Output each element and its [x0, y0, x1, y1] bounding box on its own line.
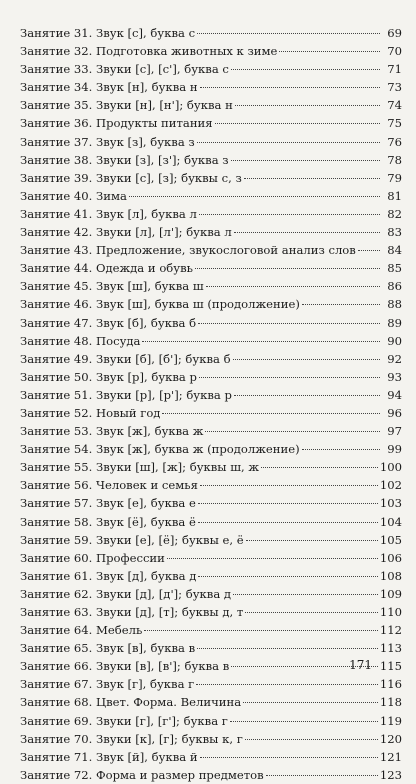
toc-entry: [20, 657, 402, 675]
lesson-number: Занятие 58.: [20, 514, 93, 529]
lesson-title: Звуки [к], [г]; буквы к, г: [96, 731, 243, 746]
lesson-title: Звук [л], буква л: [96, 206, 197, 221]
entry-page-number: 106: [379, 550, 402, 565]
lesson-title: Звук [й], буква й: [96, 749, 198, 764]
toc-entry: [20, 205, 402, 223]
lesson-number: Занятие 42.: [20, 225, 93, 240]
toc-entry: [20, 114, 402, 132]
entry-page-number: 71: [387, 62, 402, 77]
toc-entry: [20, 531, 402, 549]
entry-page-number: 69: [387, 26, 402, 40]
lesson-number: Занятие 35.: [20, 98, 93, 113]
dot-leader: [162, 413, 380, 414]
dot-leader: [233, 594, 378, 595]
lesson-number: Занятие 53.: [20, 424, 93, 439]
entry-page-number: 121: [379, 749, 402, 764]
entry-page-number: 74: [387, 98, 402, 113]
lesson-number: Занятие 63.: [20, 605, 93, 619]
lesson-number: Занятие 72.: [20, 767, 93, 782]
lesson-number: Занятие 69.: [20, 713, 93, 728]
lesson-title: Звук [в], буква в: [96, 641, 196, 656]
toc-entry: [20, 603, 402, 621]
lesson-number: Занятие 37.: [20, 134, 93, 149]
dot-leader: [302, 449, 380, 450]
lesson-title: Звуки [г], [г']; буква г: [96, 713, 228, 728]
dot-leader: [266, 775, 378, 776]
toc-entry: [20, 458, 402, 476]
lesson-title: Звук [р], буква р: [96, 369, 197, 384]
dot-leader: [245, 612, 378, 613]
lesson-number: Занятие 70.: [20, 731, 93, 746]
toc-entry: [20, 693, 402, 711]
dot-leader: [199, 214, 380, 215]
lesson-number: Занятие 51.: [20, 387, 93, 402]
entry-page-number: 93: [387, 369, 402, 384]
lesson-number: Занятие 68.: [20, 695, 93, 710]
dot-leader: [243, 702, 378, 703]
lesson-title: Звук [ж], буква ж (продолжение): [96, 442, 300, 457]
page-number: 171: [349, 658, 372, 672]
lesson-title: Звук [ш], буква ш (продолжение): [96, 297, 300, 312]
dot-leader: [245, 739, 378, 740]
entry-page-number: 123: [379, 767, 402, 782]
lesson-number: Занятие 60.: [20, 550, 93, 565]
toc-entry: [20, 513, 402, 531]
dot-leader: [129, 196, 380, 197]
dot-leader: [198, 522, 378, 523]
lesson-title: Звук [н], буква н: [96, 80, 198, 95]
dot-leader: [200, 485, 378, 486]
lesson-number: Занятие 48.: [20, 333, 93, 348]
toc-entry: [20, 585, 402, 603]
entry-page-number: 85: [387, 261, 402, 276]
table-of-contents: [20, 24, 402, 784]
toc-entry: [20, 621, 402, 639]
lesson-number: Занятие 41.: [20, 206, 93, 221]
toc-entry: [20, 350, 402, 368]
entry-page-number: 104: [379, 514, 402, 529]
toc-entry: [20, 259, 402, 277]
toc-entry: [20, 277, 402, 295]
lesson-title: Продукты питания: [96, 116, 213, 131]
lesson-title: Звук [б], буква б: [96, 315, 197, 330]
lesson-number: Занятие 46.: [20, 297, 93, 312]
lesson-number: Занятие 56.: [20, 478, 93, 493]
dot-leader: [197, 648, 378, 649]
entry-page-number: 76: [387, 134, 402, 149]
dot-leader: [279, 51, 380, 52]
toc-entry: [20, 730, 402, 748]
toc-entry: [20, 151, 402, 169]
dot-leader: [233, 359, 380, 360]
entry-page-number: 89: [387, 315, 402, 330]
dot-leader: [234, 232, 380, 233]
toc-entry: [20, 748, 402, 766]
entry-page-number: 102: [379, 478, 402, 493]
entry-page-number: 99: [387, 442, 402, 457]
toc-entry: [20, 295, 402, 313]
toc-entry: [20, 223, 402, 241]
entry-page-number: 113: [379, 641, 402, 656]
toc-entry: [20, 549, 402, 567]
entry-page-number: 116: [379, 677, 402, 692]
entry-page-number: 90: [387, 333, 402, 348]
lesson-number: Занятие 50.: [20, 369, 93, 384]
entry-page-number: 97: [387, 424, 402, 439]
entry-page-number: 83: [387, 225, 402, 240]
lesson-title: Звуки [ш], [ж]; буквы ш, ж: [96, 460, 260, 475]
lesson-number: Занятие 32.: [20, 44, 93, 59]
lesson-number: Занятие 64.: [20, 623, 93, 638]
lesson-number: Занятие 54.: [20, 442, 93, 457]
dot-leader: [230, 721, 378, 722]
lesson-title: Звуки [б], [б']; буква б: [96, 351, 231, 366]
lesson-number: Занятие 49.: [20, 351, 93, 366]
lesson-title: Подготовка животных к зиме: [96, 44, 278, 59]
entry-page-number: 110: [379, 605, 402, 619]
dot-leader: [244, 178, 380, 179]
lesson-title: Звук [е], буква е: [96, 496, 196, 511]
dot-leader: [200, 87, 380, 88]
entry-page-number: 81: [387, 188, 402, 203]
lesson-title: Звуки [з], [з']; буква з: [96, 152, 229, 167]
toc-entry: [20, 494, 402, 512]
lesson-number: Занятие 59.: [20, 532, 93, 547]
toc-entry: [20, 60, 402, 78]
lesson-title: Звук [г], буква г: [96, 677, 195, 692]
entry-page-number: 105: [379, 532, 402, 547]
toc-entry: [20, 241, 402, 259]
lesson-number: Занятие 34.: [20, 80, 93, 95]
entry-page-number: 100: [379, 460, 402, 475]
lesson-title: Звуки [с], [с'], буква с: [96, 62, 229, 77]
entry-page-number: 79: [387, 170, 402, 185]
dot-leader: [195, 268, 380, 269]
lesson-title: Звук [ш], буква ш: [96, 279, 204, 294]
lesson-title: Звук [ё], буква ё: [96, 514, 196, 529]
lesson-number: Занятие 47.: [20, 315, 93, 330]
lesson-number: Занятие 65.: [20, 641, 93, 656]
entry-page-number: 78: [387, 152, 402, 167]
lesson-number: Занятие 67.: [20, 677, 93, 692]
toc-entry: [20, 187, 402, 205]
toc-entry: [20, 712, 402, 730]
entry-page-number: 75: [387, 116, 402, 131]
toc-entry: [20, 133, 402, 151]
entry-page-number: 108: [379, 568, 402, 583]
toc-entry: [20, 42, 402, 60]
toc-entry: [20, 476, 402, 494]
dot-leader: [198, 576, 377, 577]
toc-entry: [20, 24, 402, 42]
entry-page-number: 120: [379, 731, 402, 746]
entry-page-number: 70: [387, 44, 402, 59]
dot-leader: [302, 304, 380, 305]
entry-page-number: 119: [379, 713, 402, 728]
lesson-title: Предложение, звукослоговой анализ слов: [96, 243, 356, 258]
toc-entry: [20, 440, 402, 458]
lesson-number: Занятие 71.: [20, 749, 93, 764]
toc-entry: [20, 386, 402, 404]
lesson-title: Одежда и обувь: [96, 261, 193, 276]
lesson-title: Звуки [д], [д']; буква д: [96, 586, 232, 601]
entry-page-number: 73: [387, 80, 402, 95]
lesson-title: Зима: [96, 188, 127, 203]
lesson-number: Занятие 43.: [20, 243, 93, 258]
dot-leader: [200, 757, 378, 758]
lesson-title: Звук [д], буква д: [96, 568, 197, 583]
lesson-number: Занятие 62.: [20, 586, 93, 601]
lesson-title: Человек и семья: [96, 478, 198, 493]
dot-leader: [198, 503, 378, 504]
lesson-number: Занятие 44.: [20, 261, 93, 276]
lesson-title: Звуки [в], [в']; буква в: [96, 659, 230, 674]
dot-leader: [206, 286, 380, 287]
entry-page-number: 118: [379, 695, 402, 710]
lesson-number: Занятие 55.: [20, 460, 93, 475]
lesson-number: Занятие 52.: [20, 405, 93, 420]
entry-page-number: 96: [387, 405, 402, 420]
lesson-title: Звук [з], буква з: [96, 134, 195, 149]
lesson-number: Занятие 66.: [20, 659, 93, 674]
dot-leader: [142, 341, 380, 342]
lesson-title: Звук [с], буква с: [96, 26, 196, 40]
lesson-number: Занятие 39.: [20, 170, 93, 185]
dot-leader: [234, 395, 380, 396]
toc-entry: [20, 78, 402, 96]
toc-entry: [20, 169, 402, 187]
lesson-title: Звуки [н], [н']; буква н: [96, 98, 233, 113]
entry-page-number: 94: [387, 387, 402, 402]
dot-leader: [144, 630, 378, 631]
lesson-number: Занятие 33.: [20, 62, 93, 77]
dot-leader: [215, 123, 380, 124]
dot-leader: [205, 431, 380, 432]
toc-entry: [20, 314, 402, 332]
lesson-number: Занятие 40.: [20, 188, 93, 203]
dot-leader: [261, 467, 378, 468]
lesson-number: Занятие 61.: [20, 568, 93, 583]
toc-entry: [20, 422, 402, 440]
lesson-title: Профессии: [96, 550, 165, 565]
entry-page-number: 92: [387, 351, 402, 366]
toc-entry: [20, 96, 402, 114]
lesson-number: Занятие 38.: [20, 152, 93, 167]
lesson-title: Цвет. Форма. Величина: [96, 695, 242, 710]
entry-page-number: 82: [387, 206, 402, 221]
toc-entry: [20, 404, 402, 422]
entry-page-number: 88: [387, 297, 402, 312]
lesson-title: Звуки [с], [з]; буквы с, з: [96, 170, 242, 185]
entry-page-number: 109: [379, 586, 402, 601]
entry-page-number: 115: [379, 659, 402, 674]
dot-leader: [231, 160, 380, 161]
toc-entry: [20, 368, 402, 386]
lesson-number: Занятие 31.: [20, 26, 93, 40]
dot-leader: [358, 250, 380, 251]
toc-entry: [20, 567, 402, 585]
entry-page-number: 103: [379, 496, 402, 511]
lesson-title: Мебель: [96, 623, 143, 638]
dot-leader: [246, 540, 378, 541]
dot-leader: [231, 69, 380, 70]
lesson-title: Звуки [л], [л']; буква л: [96, 225, 232, 240]
entry-page-number: 86: [387, 279, 402, 294]
dot-leader: [199, 377, 380, 378]
toc-entry: [20, 639, 402, 657]
entry-page-number: 112: [379, 623, 402, 638]
toc-entry: [20, 766, 402, 784]
dot-leader: [197, 33, 380, 34]
dot-leader: [198, 323, 380, 324]
lesson-title: Форма и размер предметов: [96, 767, 264, 782]
toc-entry: [20, 332, 402, 350]
lesson-number: Занятие 57.: [20, 496, 93, 511]
lesson-title: Звуки [р], [р']; буква р: [96, 387, 232, 402]
lesson-number: Занятие 36.: [20, 116, 93, 131]
lesson-title: Звук [ж], буква ж: [96, 424, 204, 439]
lesson-title: Посуда: [96, 333, 141, 348]
entry-page-number: 84: [387, 243, 402, 258]
lesson-title: Звуки [д], [т]; буквы д, т: [96, 605, 244, 619]
lesson-number: Занятие 45.: [20, 279, 93, 294]
lesson-title: Звуки [е], [ё]; буквы е, ё: [96, 532, 244, 547]
dot-leader: [197, 142, 380, 143]
dot-leader: [167, 558, 378, 559]
dot-leader: [235, 105, 380, 106]
dot-leader: [196, 684, 378, 685]
lesson-title: Новый год: [96, 405, 161, 420]
